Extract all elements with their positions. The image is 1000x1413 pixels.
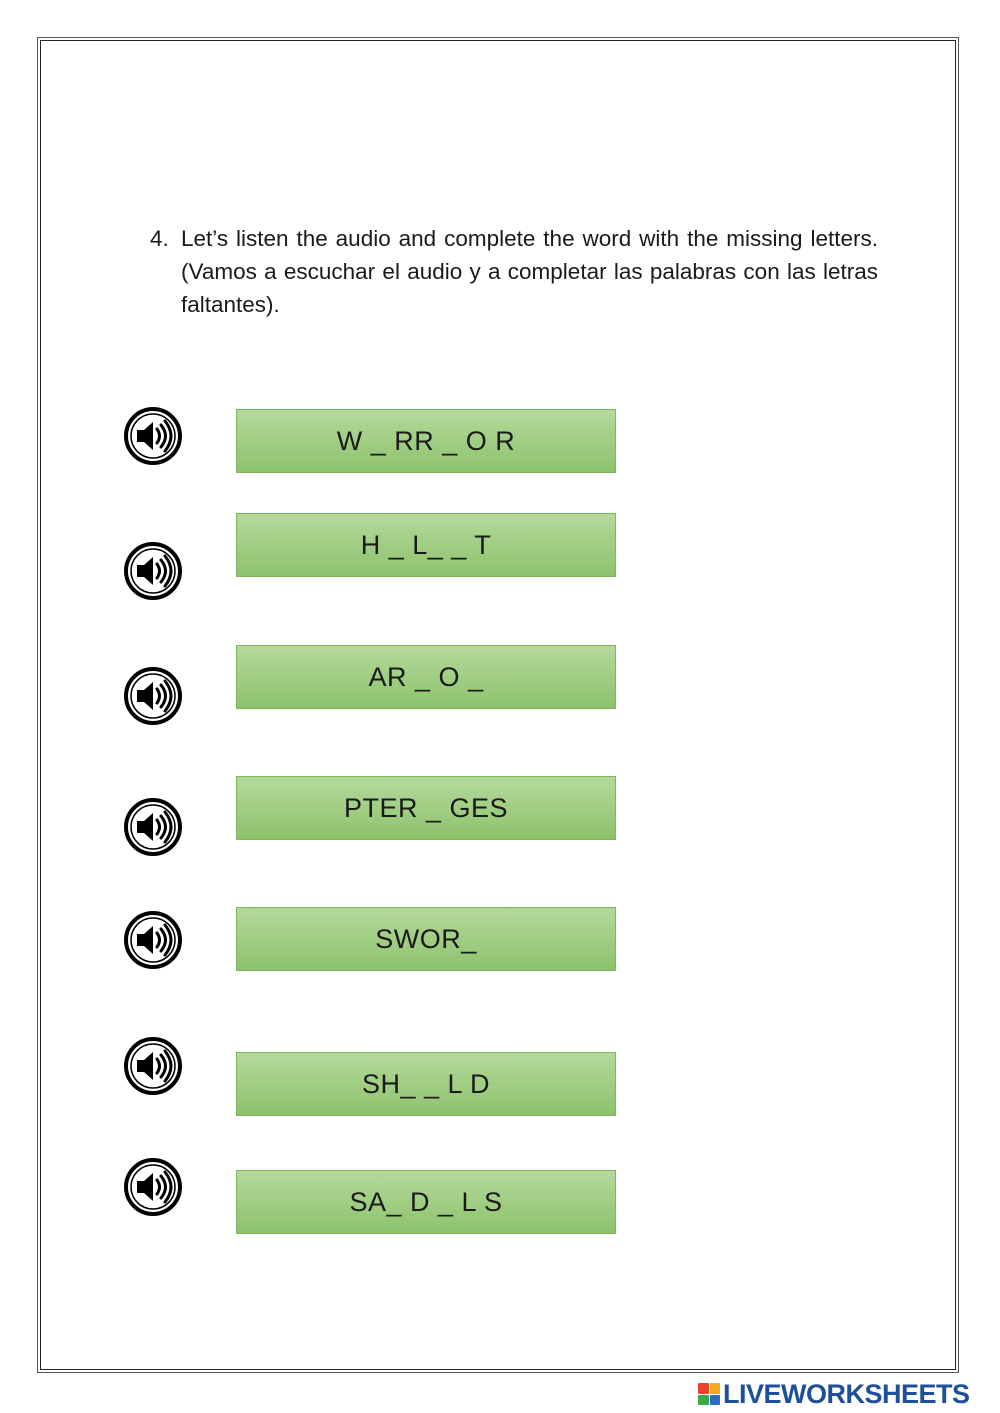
word-box-6[interactable] [236,1052,616,1116]
speaker-icon[interactable] [123,666,183,726]
word-box-3[interactable] [236,645,616,709]
word-text: W _ RR _ O R [336,425,516,456]
word-text: SWOR_ [375,923,477,954]
brand-name: LIVEWORKSHEETS [723,1378,970,1409]
word-text: SA_ D _ L S [349,1186,503,1217]
speaker-icon[interactable] [123,1157,183,1217]
word-text: AR _ O _ [368,661,484,692]
word-box-5[interactable] [236,907,616,971]
exercise-number: 4. [150,226,169,251]
liveworksheets-logo [698,1378,970,1410]
instruction-text: Let’s listen the audio and complete the word with the missing letters. (Vamos a escuchar el audio y a completar las palabras con las letras faltantes). [181,226,878,317]
exercise-instruction [150,222,878,321]
speaker-icon[interactable] [123,406,183,466]
word-box-4[interactable] [236,776,616,840]
word-text: SH_ _ L D [361,1068,491,1099]
word-text: PTER _ GES [343,792,509,823]
word-box-7[interactable] [236,1170,616,1234]
speaker-icon[interactable] [123,910,183,970]
speaker-icon[interactable] [123,541,183,601]
word-text: H _ L_ _ T [360,529,492,560]
liveworksheets-logo-icon [698,1383,720,1405]
speaker-icon[interactable] [123,797,183,857]
word-box-2[interactable] [236,513,616,577]
speaker-icon[interactable] [123,1036,183,1096]
word-box-1[interactable] [236,409,616,473]
